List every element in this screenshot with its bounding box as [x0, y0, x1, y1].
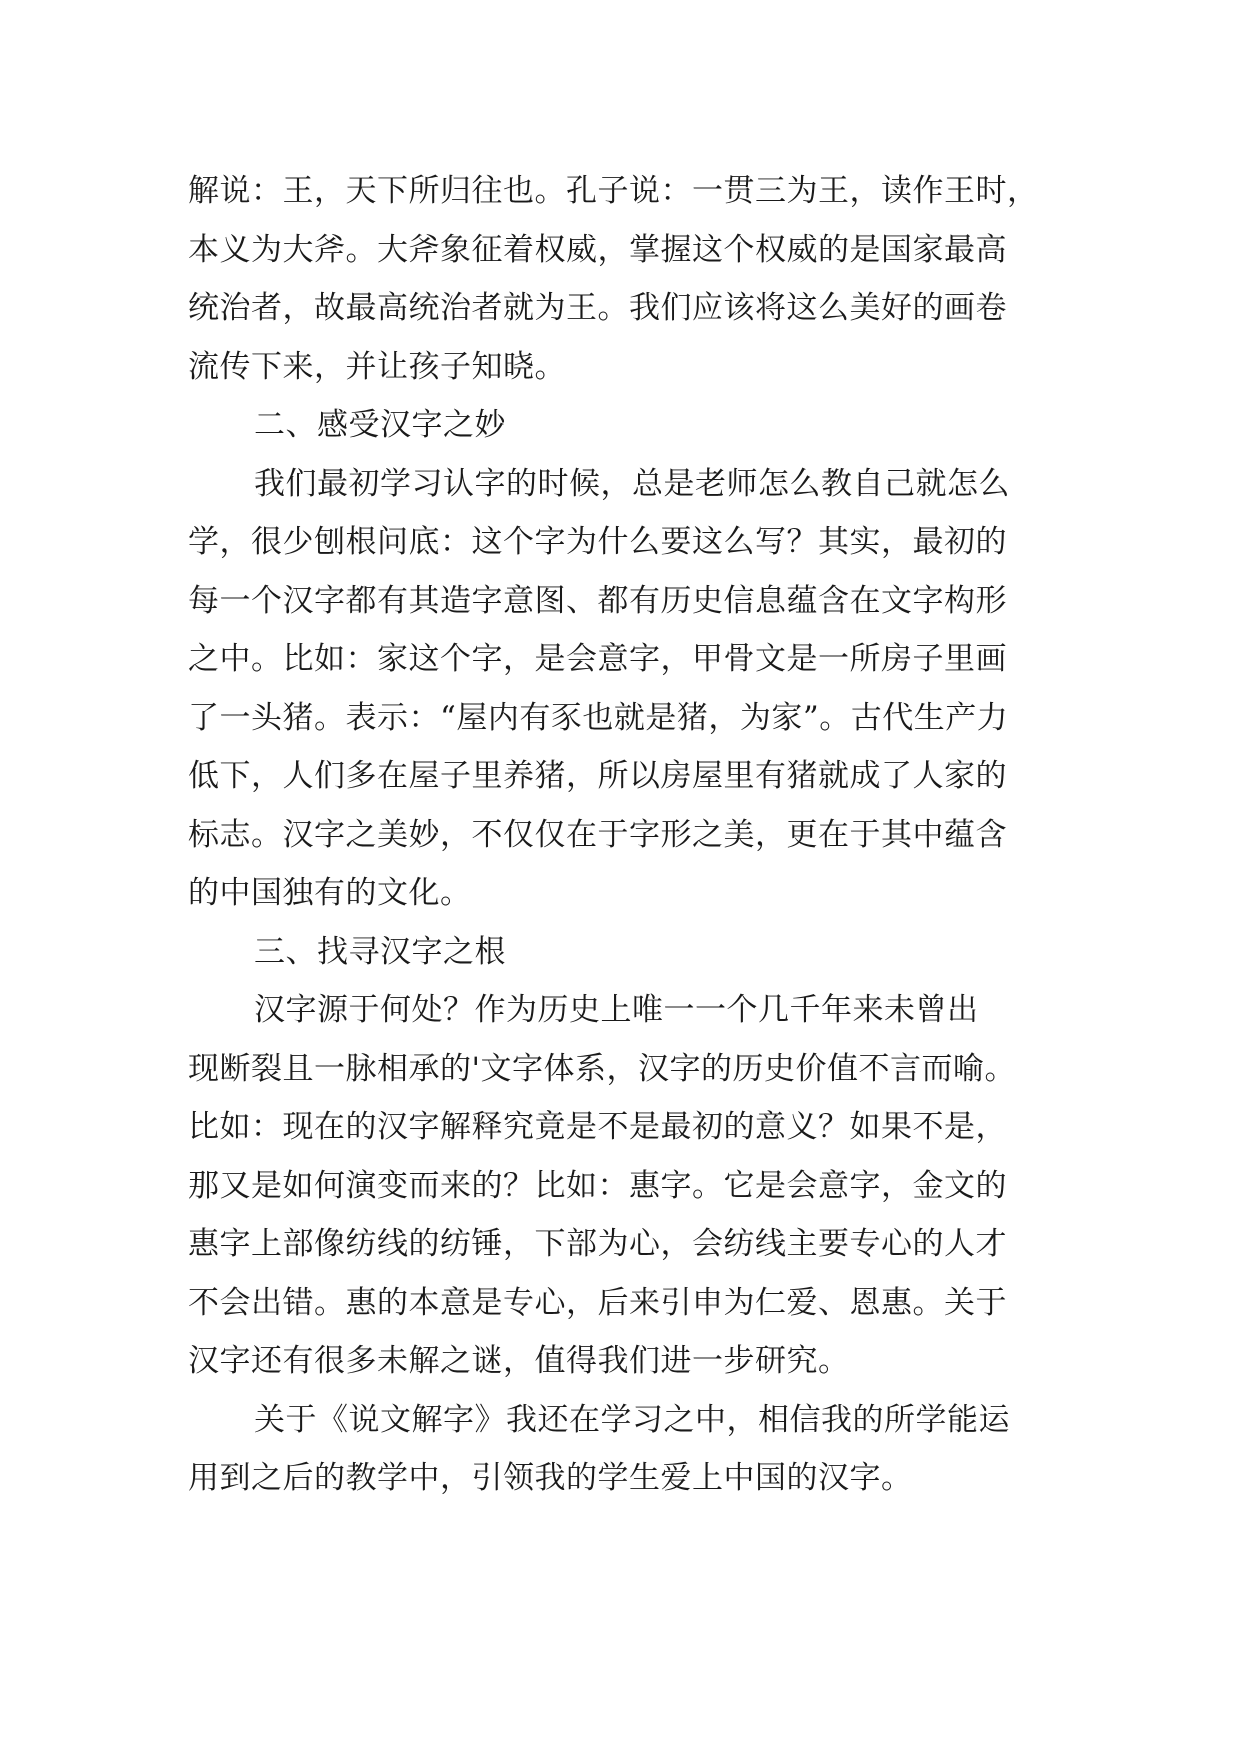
text-line: 现断裂且一脉相承的'文字体系，汉字的历史价值不言而喻。	[188, 1050, 1017, 1087]
text-line: 的中国独有的文化。	[188, 875, 472, 911]
text-line: 比如：现在的汉字解释究竟是不是最初的意义？如果不是，	[188, 1109, 1007, 1145]
text-line: 关于《说文解字》我还在学习之中，相信我的所学能运	[254, 1401, 1010, 1438]
text-line: 流传下来，并让孩子知晓。	[188, 348, 566, 385]
section-heading: 二、感受汉字之妙	[254, 407, 506, 443]
text-line: 本义为大斧。大斧象征着权威，掌握这个权威的是国家最高	[188, 231, 1007, 268]
text-line: 惠字上部像纺线的纺锤，下部为心，会纺线主要专心的人才	[188, 1226, 1007, 1262]
text-line: 用到之后的教学中，引领我的学生爱上中国的汉字。	[188, 1460, 913, 1496]
section-heading: 三、找寻汉字之根	[254, 933, 506, 970]
text-line: 之中。比如：家这个字，是会意字，甲骨文是一所房子里画	[188, 641, 1007, 677]
text-line: 标志。汉字之美妙，不仅仅在于字形之美，更在于其中蕴含	[188, 816, 1007, 853]
text-line: 那又是如何演变而来的？比如：惠字。它是会意字，金文的	[188, 1167, 1007, 1204]
text-line: 统治者，故最高统治者就为王。我们应该将这么美好的画卷	[188, 290, 1007, 326]
text-line: 低下，人们多在屋子里养猪，所以房屋里有猪就成了人家的	[188, 758, 1007, 794]
text-line: 我们最初学习认字的时候，总是老师怎么教自己就怎么	[254, 465, 1010, 502]
text-line: 学，很少刨根问底：这个字为什么要这么写？其实，最初的	[188, 524, 1007, 560]
text-line: 了一头猪。表示：“屋内有豕也就是猪，为家”。古代生产力	[188, 699, 1009, 736]
text-line: 汉字还有很多未解之谜，值得我们进一步研究。	[188, 1343, 850, 1379]
text-line: 不会出错。惠的本意是专心，后来引申为仁爱、恩惠。关于	[188, 1284, 1007, 1321]
text-line: 汉字源于何处？作为历史上唯一一个几千年来未曾出	[254, 992, 979, 1028]
text-line: 每一个汉字都有其造字意图、都有历史信息蕴含在文字构形	[188, 582, 1007, 619]
text-line: 解说：王，天下所归往也。孔子说：一贯三为王，读作王时，	[188, 173, 1039, 209]
document-body	[188, 162, 1068, 1508]
